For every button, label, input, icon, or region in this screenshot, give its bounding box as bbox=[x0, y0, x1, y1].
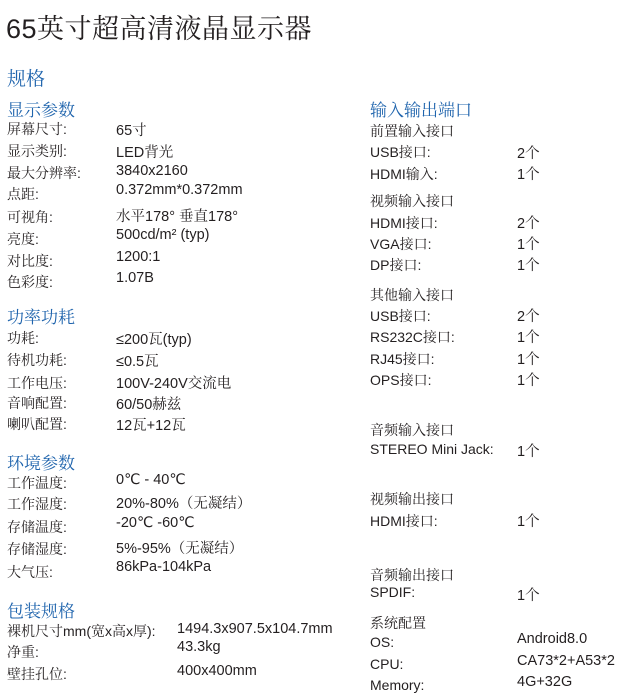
port-label: VGA接口: bbox=[370, 236, 432, 252]
port-label: USB接口: bbox=[370, 144, 431, 160]
port-value: 1个 bbox=[517, 258, 540, 274]
spec-label: 工作湿度: bbox=[7, 496, 67, 512]
spec-heading: 规格 bbox=[7, 69, 46, 90]
system-heading: 系统配置 bbox=[370, 615, 426, 631]
port-label: HDMI接口: bbox=[370, 513, 438, 529]
video-input-heading: 视频输入接口 bbox=[370, 193, 454, 209]
spec-value: 500cd/m² (typ) bbox=[116, 227, 210, 243]
port-label: HDMI输入: bbox=[370, 166, 438, 182]
port-value: 1个 bbox=[517, 167, 540, 183]
port-label: RJ45接口: bbox=[370, 351, 435, 367]
port-label: HDMI接口: bbox=[370, 215, 438, 231]
spec-label: 屏幕尺寸: bbox=[7, 121, 67, 137]
video-output-heading: 视频输出接口 bbox=[370, 491, 454, 507]
display-heading: 显示参数 bbox=[7, 101, 75, 120]
spec-value: 0℃ - 40℃ bbox=[116, 472, 186, 488]
spec-label: 存储温度: bbox=[7, 519, 67, 535]
port-label: RS232C接口: bbox=[370, 329, 455, 345]
audio-input-heading: 音频输入接口 bbox=[370, 422, 454, 438]
spec-label: 壁挂孔位: bbox=[7, 666, 67, 682]
spec-label: 亮度: bbox=[7, 231, 39, 247]
spec-label: 对比度: bbox=[7, 253, 53, 269]
spec-label: 显示类别: bbox=[7, 143, 67, 159]
spec-label: 喇叭配置: bbox=[7, 416, 67, 432]
spec-value: 65寸 bbox=[116, 123, 147, 139]
spec-label: 净重: bbox=[7, 644, 39, 660]
front-input-heading: 前置输入接口 bbox=[370, 123, 454, 139]
port-value: 1个 bbox=[517, 373, 540, 389]
port-value: 1个 bbox=[517, 237, 540, 253]
spec-label: 色彩度: bbox=[7, 274, 53, 290]
port-value: 1个 bbox=[517, 588, 540, 604]
packaging-heading: 包装规格 bbox=[7, 602, 75, 621]
port-label: USB接口: bbox=[370, 308, 431, 324]
system-label: OS: bbox=[370, 634, 395, 650]
spec-value: 1.07B bbox=[116, 270, 154, 286]
system-value: CA73*2+A53*2 bbox=[517, 653, 615, 669]
port-value: 2个 bbox=[517, 309, 540, 325]
spec-value: 水平178° 垂直178° bbox=[116, 209, 239, 225]
spec-value: 0.372mm*0.372mm bbox=[116, 182, 243, 198]
spec-value: -20℃ -60℃ bbox=[116, 515, 195, 531]
spec-value: 1200:1 bbox=[116, 249, 161, 265]
spec-label: 可视角: bbox=[7, 209, 53, 225]
spec-label: 存储湿度: bbox=[7, 541, 67, 557]
io-heading: 输入输出端口 bbox=[370, 101, 472, 120]
spec-label: 待机功耗: bbox=[7, 352, 67, 368]
port-value: 2个 bbox=[517, 146, 540, 162]
system-label: Memory: bbox=[370, 677, 425, 693]
environment-heading: 环境参数 bbox=[7, 454, 75, 473]
port-value: 1个 bbox=[517, 514, 540, 530]
spec-value: ≤200瓦(typ) bbox=[116, 332, 192, 348]
other-input-heading: 其他输入接口 bbox=[370, 287, 454, 303]
spec-value: 3840x2160 bbox=[116, 163, 188, 179]
spec-value: 12瓦+12瓦 bbox=[116, 418, 186, 434]
spec-value: 60/50赫兹 bbox=[116, 397, 182, 413]
spec-label: 功耗: bbox=[7, 330, 39, 346]
spec-value: ≤0.5瓦 bbox=[116, 354, 159, 370]
port-value: 1个 bbox=[517, 330, 540, 346]
port-label: SPDIF: bbox=[370, 584, 416, 600]
spec-value: 1494.3x907.5x104.7mm bbox=[177, 621, 333, 637]
spec-label: 裸机尺寸mm(宽x高x厚): bbox=[7, 623, 156, 639]
spec-value: 5%-95%（无凝结） bbox=[116, 541, 244, 557]
spec-value: 86kPa-104kPa bbox=[116, 559, 212, 575]
spec-label: 最大分辨率: bbox=[7, 165, 81, 181]
spec-label: 点距: bbox=[7, 186, 39, 202]
spec-value: LED背光 bbox=[116, 145, 174, 161]
system-value: Android8.0 bbox=[517, 631, 588, 647]
spec-label: 大气压: bbox=[7, 564, 53, 580]
system-value: 4G+32G bbox=[517, 674, 573, 690]
spec-label: 工作温度: bbox=[7, 475, 67, 491]
page-title: 65英寸超高清液晶显示器 bbox=[6, 14, 313, 44]
port-value: 1个 bbox=[517, 352, 540, 368]
port-label: OPS接口: bbox=[370, 372, 432, 388]
audio-output-heading: 音频输出接口 bbox=[370, 567, 454, 583]
port-label: STEREO Mini Jack: bbox=[370, 441, 494, 457]
port-value: 1个 bbox=[517, 444, 540, 460]
port-value: 2个 bbox=[517, 216, 540, 232]
spec-label: 工作电压: bbox=[7, 375, 67, 391]
power-heading: 功率功耗 bbox=[7, 308, 75, 327]
spec-value: 400x400mm bbox=[177, 663, 257, 679]
spec-value: 100V-240V交流电 bbox=[116, 376, 232, 392]
port-label: DP接口: bbox=[370, 257, 422, 273]
spec-value: 20%-80%（无凝结） bbox=[116, 496, 252, 512]
spec-value: 43.3kg bbox=[177, 639, 221, 655]
system-label: CPU: bbox=[370, 656, 404, 672]
spec-label: 音响配置: bbox=[7, 395, 67, 411]
